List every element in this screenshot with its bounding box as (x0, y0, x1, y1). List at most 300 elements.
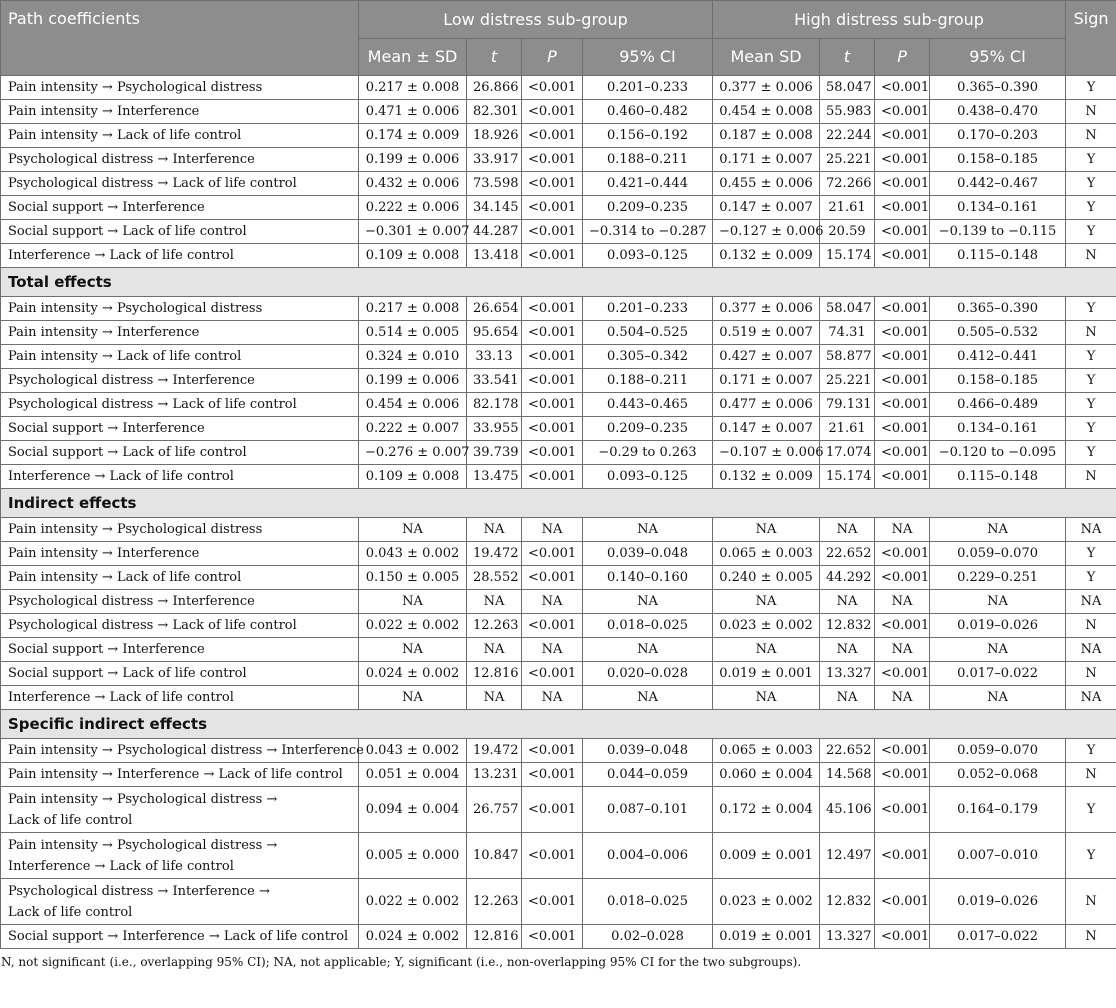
cell-high-t: 44.292 (820, 566, 875, 590)
cell-low-p: <0.001 (522, 148, 583, 172)
cell-high-mean: NA (713, 686, 820, 710)
table-row (1, 345, 1116, 369)
table-row (1, 662, 1116, 686)
cell-high-p: NA (875, 590, 930, 614)
cell-low-mean: 0.043 ± 0.002 (359, 542, 467, 566)
table-row (1, 465, 1116, 489)
cell-low-ci: 0.093–0.125 (583, 244, 713, 268)
table-row (1, 614, 1116, 638)
row-label: Pain intensity → Interference → Lack of life control (1, 763, 359, 787)
cell-high-t: 12.497 (820, 833, 875, 879)
table-row (1, 172, 1116, 196)
row-label: Interference → Lack of life control (1, 244, 359, 268)
cell-high-mean: −0.107 ± 0.006 (713, 441, 820, 465)
cell-low-p: <0.001 (522, 244, 583, 268)
cell-high-t: 25.221 (820, 369, 875, 393)
cell-low-t: 13.418 (467, 244, 522, 268)
cell-low-p: <0.001 (522, 124, 583, 148)
cell-low-mean: 0.324 ± 0.010 (359, 345, 467, 369)
header-low-distress: Low distress sub-group (359, 1, 713, 39)
cell-high-mean: NA (713, 638, 820, 662)
cell-high-t: 20.59 (820, 220, 875, 244)
cell-high-mean: 0.172 ± 0.004 (713, 787, 820, 833)
cell-low-p: <0.001 (522, 297, 583, 321)
cell-low-p: <0.001 (522, 465, 583, 489)
cell-high-mean: 0.065 ± 0.003 (713, 739, 820, 763)
cell-low-t: 28.552 (467, 566, 522, 590)
cell-low-t: 26.866 (467, 76, 522, 100)
cell-low-p: <0.001 (522, 321, 583, 345)
cell-low-t: 13.475 (467, 465, 522, 489)
cell-low-mean: 0.199 ± 0.006 (359, 369, 467, 393)
cell-high-t: 22.244 (820, 124, 875, 148)
row-label: Pain intensity → Interference (1, 321, 359, 345)
row-label: Pain intensity → Psychological distress (1, 76, 359, 100)
cell-high-t: 58.877 (820, 345, 875, 369)
cell-high-p: <0.001 (875, 244, 930, 268)
cell-high-ci: 0.134–0.161 (930, 417, 1066, 441)
cell-low-p: <0.001 (522, 345, 583, 369)
cell-high-ci: 0.019–0.026 (930, 879, 1066, 925)
cell-low-mean: 0.022 ± 0.002 (359, 879, 467, 925)
cell-sign: NA (1066, 686, 1116, 710)
cell-low-t: 19.472 (467, 739, 522, 763)
cell-low-t: 33.13 (467, 345, 522, 369)
cell-low-t: 26.757 (467, 787, 522, 833)
table-row (1, 369, 1116, 393)
row-label: Pain intensity → Psychological distress → Interference (1, 739, 359, 763)
cell-low-mean: −0.276 ± 0.007 (359, 441, 467, 465)
cell-low-ci: 0.504–0.525 (583, 321, 713, 345)
cell-low-p: <0.001 (522, 833, 583, 879)
cell-low-mean: 0.024 ± 0.002 (359, 925, 467, 949)
cell-high-p: <0.001 (875, 148, 930, 172)
table-row (1, 244, 1116, 268)
cell-low-t: 82.301 (467, 100, 522, 124)
cell-low-ci: 0.188–0.211 (583, 148, 713, 172)
row-label: Psychological distress → Lack of life control (1, 614, 359, 638)
cell-high-mean: 0.455 ± 0.006 (713, 172, 820, 196)
cell-high-t: 58.047 (820, 76, 875, 100)
cell-low-mean: NA (359, 590, 467, 614)
cell-low-p: <0.001 (522, 196, 583, 220)
table-row (1, 638, 1116, 662)
table-row (1, 542, 1116, 566)
cell-high-p: <0.001 (875, 100, 930, 124)
cell-low-t: 39.739 (467, 441, 522, 465)
cell-low-p: <0.001 (522, 100, 583, 124)
cell-sign: N (1066, 925, 1116, 949)
cell-high-t: NA (820, 638, 875, 662)
cell-low-p: <0.001 (522, 393, 583, 417)
cell-high-mean: 0.519 ± 0.007 (713, 321, 820, 345)
table-row (1, 787, 1116, 833)
cell-low-p: <0.001 (522, 441, 583, 465)
cell-low-mean: 0.043 ± 0.002 (359, 739, 467, 763)
row-label: Interference → Lack of life control (1, 465, 359, 489)
header-high-mean: Mean SD (713, 39, 820, 76)
cell-low-mean: 0.022 ± 0.002 (359, 614, 467, 638)
table-row (1, 148, 1116, 172)
cell-sign: Y (1066, 220, 1116, 244)
table-row (1, 686, 1116, 710)
row-label: Psychological distress → Lack of life control (1, 393, 359, 417)
cell-high-ci: 0.059–0.070 (930, 739, 1066, 763)
row-label: Pain intensity → Psychological distress (1, 518, 359, 542)
cell-low-ci: 0.018–0.025 (583, 879, 713, 925)
table-row (1, 321, 1116, 345)
cell-low-mean: NA (359, 686, 467, 710)
cell-high-mean: 0.171 ± 0.007 (713, 148, 820, 172)
cell-high-p: <0.001 (875, 393, 930, 417)
cell-low-ci: 0.209–0.235 (583, 196, 713, 220)
cell-sign: N (1066, 321, 1116, 345)
cell-low-mean: −0.301 ± 0.007 (359, 220, 467, 244)
cell-high-mean: 0.060 ± 0.004 (713, 763, 820, 787)
cell-high-ci: 0.442–0.467 (930, 172, 1066, 196)
cell-high-t: 12.832 (820, 614, 875, 638)
cell-low-ci: 0.044–0.059 (583, 763, 713, 787)
cell-low-ci: 0.443–0.465 (583, 393, 713, 417)
header-high-p: P (875, 39, 930, 76)
cell-high-mean: 0.171 ± 0.007 (713, 369, 820, 393)
cell-high-t: 55.983 (820, 100, 875, 124)
cell-high-t: 13.327 (820, 662, 875, 686)
cell-high-p: <0.001 (875, 441, 930, 465)
cell-sign: N (1066, 124, 1116, 148)
row-label: Social support → Interference (1, 196, 359, 220)
cell-high-p: NA (875, 686, 930, 710)
cell-high-p: <0.001 (875, 369, 930, 393)
cell-high-mean: −0.127 ± 0.006 (713, 220, 820, 244)
cell-sign: N (1066, 662, 1116, 686)
cell-sign: NA (1066, 638, 1116, 662)
cell-high-ci: 0.365–0.390 (930, 297, 1066, 321)
cell-low-ci: 0.421–0.444 (583, 172, 713, 196)
cell-sign: N (1066, 763, 1116, 787)
header-sign: Sign (1066, 1, 1116, 76)
cell-low-p: <0.001 (522, 220, 583, 244)
cell-low-ci: 0.039–0.048 (583, 739, 713, 763)
cell-sign: Y (1066, 739, 1116, 763)
cell-high-t: NA (820, 518, 875, 542)
cell-high-p: NA (875, 638, 930, 662)
cell-low-t: 12.263 (467, 879, 522, 925)
cell-low-t: 73.598 (467, 172, 522, 196)
table-body (1, 76, 1116, 949)
cell-high-t: 79.131 (820, 393, 875, 417)
cell-low-ci: 0.020–0.028 (583, 662, 713, 686)
cell-high-mean: NA (713, 518, 820, 542)
cell-high-ci: 0.059–0.070 (930, 542, 1066, 566)
cell-high-t: 15.174 (820, 244, 875, 268)
cell-low-ci: 0.201–0.233 (583, 76, 713, 100)
cell-high-ci: 0.158–0.185 (930, 369, 1066, 393)
cell-low-p: <0.001 (522, 739, 583, 763)
cell-low-mean: 0.454 ± 0.006 (359, 393, 467, 417)
cell-low-p: <0.001 (522, 172, 583, 196)
row-label: Pain intensity → Psychological distress → Lack of life control (1, 787, 359, 833)
row-label: Psychological distress → Interference (1, 148, 359, 172)
header-high-ci: 95% CI (930, 39, 1066, 76)
row-label: Pain intensity → Psychological distress → Interference → Lack of life control (1, 833, 359, 879)
row-label: Social support → Lack of life control (1, 220, 359, 244)
cell-sign: Y (1066, 369, 1116, 393)
cell-high-t: 22.652 (820, 739, 875, 763)
cell-low-p: <0.001 (522, 614, 583, 638)
row-label: Pain intensity → Lack of life control (1, 566, 359, 590)
cell-high-ci: 0.505–0.532 (930, 321, 1066, 345)
cell-low-t: NA (467, 638, 522, 662)
table-footnote: N, not significant (i.e., overlapping 95% CI); NA, not applicable; Y, significant (i.e., non-overlapping 95% CI for the two subgroups). (1, 955, 802, 969)
cell-low-p: NA (522, 590, 583, 614)
cell-sign: Y (1066, 196, 1116, 220)
row-label: Interference → Lack of life control (1, 686, 359, 710)
cell-low-ci: NA (583, 590, 713, 614)
table-row (1, 393, 1116, 417)
cell-high-ci: 0.466–0.489 (930, 393, 1066, 417)
cell-high-ci: 0.412–0.441 (930, 345, 1066, 369)
table-row (1, 441, 1116, 465)
cell-high-ci: 0.170–0.203 (930, 124, 1066, 148)
cell-sign: Y (1066, 417, 1116, 441)
cell-high-ci: NA (930, 686, 1066, 710)
cell-low-t: 12.263 (467, 614, 522, 638)
cell-low-mean: 0.471 ± 0.006 (359, 100, 467, 124)
row-label: Psychological distress → Interference → Lack of life control (1, 879, 359, 925)
cell-sign: NA (1066, 590, 1116, 614)
section-header-row (1, 489, 1116, 518)
cell-high-p: <0.001 (875, 925, 930, 949)
table-row (1, 100, 1116, 124)
cell-low-t: 33.541 (467, 369, 522, 393)
table-row (1, 763, 1116, 787)
cell-low-t: 44.287 (467, 220, 522, 244)
row-label: Social support → Interference (1, 417, 359, 441)
cell-high-t: 25.221 (820, 148, 875, 172)
cell-sign: NA (1066, 518, 1116, 542)
cell-low-mean: 0.217 ± 0.008 (359, 297, 467, 321)
table-row (1, 925, 1116, 949)
cell-low-ci: 0.02–0.028 (583, 925, 713, 949)
cell-high-t: 13.327 (820, 925, 875, 949)
cell-low-ci: −0.314 to −0.287 (583, 220, 713, 244)
cell-low-ci: −0.29 to 0.263 (583, 441, 713, 465)
cell-low-t: 82.178 (467, 393, 522, 417)
section-title: Total effects (1, 268, 1116, 297)
cell-high-p: <0.001 (875, 614, 930, 638)
cell-high-t: 22.652 (820, 542, 875, 566)
cell-low-p: <0.001 (522, 417, 583, 441)
cell-high-ci: 0.052–0.068 (930, 763, 1066, 787)
cell-high-mean: 0.427 ± 0.007 (713, 345, 820, 369)
row-label: Pain intensity → Lack of life control (1, 345, 359, 369)
header-low-mean: Mean ± SD (359, 39, 467, 76)
cell-high-mean: 0.023 ± 0.002 (713, 614, 820, 638)
table-header (1, 1, 1116, 76)
cell-low-ci: 0.156–0.192 (583, 124, 713, 148)
cell-high-p: <0.001 (875, 297, 930, 321)
header-path-coefficients: Path coefficients (1, 1, 359, 76)
row-label: Social support → Interference → Lack of life control (1, 925, 359, 949)
table-row (1, 76, 1116, 100)
cell-low-ci: 0.460–0.482 (583, 100, 713, 124)
cell-high-p: <0.001 (875, 321, 930, 345)
section-title: Indirect effects (1, 489, 1116, 518)
cell-high-p: <0.001 (875, 739, 930, 763)
row-label: Social support → Lack of life control (1, 662, 359, 686)
cell-high-ci: NA (930, 518, 1066, 542)
cell-low-ci: 0.039–0.048 (583, 542, 713, 566)
cell-low-ci: 0.140–0.160 (583, 566, 713, 590)
cell-sign: N (1066, 244, 1116, 268)
cell-sign: Y (1066, 542, 1116, 566)
cell-high-mean: 0.240 ± 0.005 (713, 566, 820, 590)
cell-low-t: 33.917 (467, 148, 522, 172)
cell-low-ci: NA (583, 686, 713, 710)
cell-high-ci: 0.229–0.251 (930, 566, 1066, 590)
cell-high-t: 14.568 (820, 763, 875, 787)
cell-high-mean: 0.023 ± 0.002 (713, 879, 820, 925)
cell-high-ci: 0.164–0.179 (930, 787, 1066, 833)
row-label: Psychological distress → Interference (1, 590, 359, 614)
cell-high-mean: 0.019 ± 0.001 (713, 925, 820, 949)
cell-sign: Y (1066, 172, 1116, 196)
cell-low-mean: 0.109 ± 0.008 (359, 465, 467, 489)
cell-high-mean: NA (713, 590, 820, 614)
cell-low-t: 95.654 (467, 321, 522, 345)
cell-low-mean: 0.024 ± 0.002 (359, 662, 467, 686)
cell-low-t: 10.847 (467, 833, 522, 879)
cell-low-p: <0.001 (522, 879, 583, 925)
cell-sign: Y (1066, 566, 1116, 590)
table-row (1, 220, 1116, 244)
cell-sign: Y (1066, 76, 1116, 100)
cell-high-mean: 0.132 ± 0.009 (713, 244, 820, 268)
cell-high-t: 58.047 (820, 297, 875, 321)
cell-high-t: 21.61 (820, 196, 875, 220)
cell-high-t: NA (820, 686, 875, 710)
cell-high-ci: 0.007–0.010 (930, 833, 1066, 879)
cell-high-p: <0.001 (875, 787, 930, 833)
cell-high-ci: 0.158–0.185 (930, 148, 1066, 172)
cell-high-mean: 0.147 ± 0.007 (713, 196, 820, 220)
section-title: Specific indirect effects (1, 710, 1116, 739)
row-label: Pain intensity → Interference (1, 100, 359, 124)
cell-low-mean: NA (359, 518, 467, 542)
cell-high-p: <0.001 (875, 124, 930, 148)
cell-low-t: 12.816 (467, 925, 522, 949)
cell-high-ci: NA (930, 638, 1066, 662)
cell-low-ci: 0.201–0.233 (583, 297, 713, 321)
table-row (1, 518, 1116, 542)
cell-high-t: 21.61 (820, 417, 875, 441)
cell-low-p: NA (522, 638, 583, 662)
cell-low-mean: 0.199 ± 0.006 (359, 148, 467, 172)
cell-low-p: <0.001 (522, 542, 583, 566)
header-high-distress: High distress sub-group (713, 1, 1066, 39)
cell-low-t: 19.472 (467, 542, 522, 566)
cell-high-t: 45.106 (820, 787, 875, 833)
cell-low-mean: 0.005 ± 0.000 (359, 833, 467, 879)
cell-high-p: <0.001 (875, 763, 930, 787)
cell-low-mean: NA (359, 638, 467, 662)
cell-low-ci: 0.093–0.125 (583, 465, 713, 489)
cell-sign: Y (1066, 787, 1116, 833)
cell-high-ci: −0.120 to −0.095 (930, 441, 1066, 465)
cell-low-p: <0.001 (522, 566, 583, 590)
cell-low-ci: 0.305–0.342 (583, 345, 713, 369)
cell-high-mean: 0.132 ± 0.009 (713, 465, 820, 489)
table-row (1, 417, 1116, 441)
section-header-row (1, 710, 1116, 739)
cell-low-ci: 0.188–0.211 (583, 369, 713, 393)
cell-high-ci: NA (930, 590, 1066, 614)
header-low-ci: 95% CI (583, 39, 713, 76)
header-row-groups (1, 1, 1116, 39)
cell-low-t: 12.816 (467, 662, 522, 686)
cell-high-mean: 0.147 ± 0.007 (713, 417, 820, 441)
row-label: Pain intensity → Psychological distress (1, 297, 359, 321)
cell-low-p: <0.001 (522, 369, 583, 393)
cell-sign: N (1066, 100, 1116, 124)
cell-low-p: <0.001 (522, 76, 583, 100)
cell-low-mean: 0.222 ± 0.007 (359, 417, 467, 441)
cell-high-p: <0.001 (875, 76, 930, 100)
table-row (1, 196, 1116, 220)
cell-high-mean: 0.377 ± 0.006 (713, 297, 820, 321)
cell-low-mean: 0.150 ± 0.005 (359, 566, 467, 590)
cell-low-p: NA (522, 518, 583, 542)
cell-high-p: <0.001 (875, 220, 930, 244)
cell-high-p: <0.001 (875, 833, 930, 879)
cell-low-ci: 0.087–0.101 (583, 787, 713, 833)
cell-high-p: <0.001 (875, 566, 930, 590)
cell-high-ci: 0.019–0.026 (930, 614, 1066, 638)
cell-high-mean: 0.477 ± 0.006 (713, 393, 820, 417)
cell-low-mean: 0.432 ± 0.006 (359, 172, 467, 196)
cell-low-mean: 0.051 ± 0.004 (359, 763, 467, 787)
cell-high-mean: 0.065 ± 0.003 (713, 542, 820, 566)
cell-sign: Y (1066, 833, 1116, 879)
cell-high-mean: 0.377 ± 0.006 (713, 76, 820, 100)
cell-low-ci: NA (583, 638, 713, 662)
header-low-t: t (467, 39, 522, 76)
cell-sign: N (1066, 614, 1116, 638)
cell-low-mean: 0.094 ± 0.004 (359, 787, 467, 833)
header-low-p: P (522, 39, 583, 76)
cell-high-t: 72.266 (820, 172, 875, 196)
row-label: Pain intensity → Interference (1, 542, 359, 566)
cell-high-p: <0.001 (875, 417, 930, 441)
cell-high-p: <0.001 (875, 879, 930, 925)
cell-low-t: NA (467, 686, 522, 710)
cell-high-t: NA (820, 590, 875, 614)
row-label: Pain intensity → Lack of life control (1, 124, 359, 148)
cell-low-ci: NA (583, 518, 713, 542)
table-row (1, 297, 1116, 321)
cell-low-t: 33.955 (467, 417, 522, 441)
cell-sign: Y (1066, 345, 1116, 369)
cell-high-p: <0.001 (875, 542, 930, 566)
cell-high-t: 12.832 (820, 879, 875, 925)
table-row (1, 879, 1116, 925)
header-high-t: t (820, 39, 875, 76)
cell-high-ci: 0.438–0.470 (930, 100, 1066, 124)
cell-high-p: <0.001 (875, 196, 930, 220)
cell-low-p: <0.001 (522, 662, 583, 686)
cell-high-t: 74.31 (820, 321, 875, 345)
